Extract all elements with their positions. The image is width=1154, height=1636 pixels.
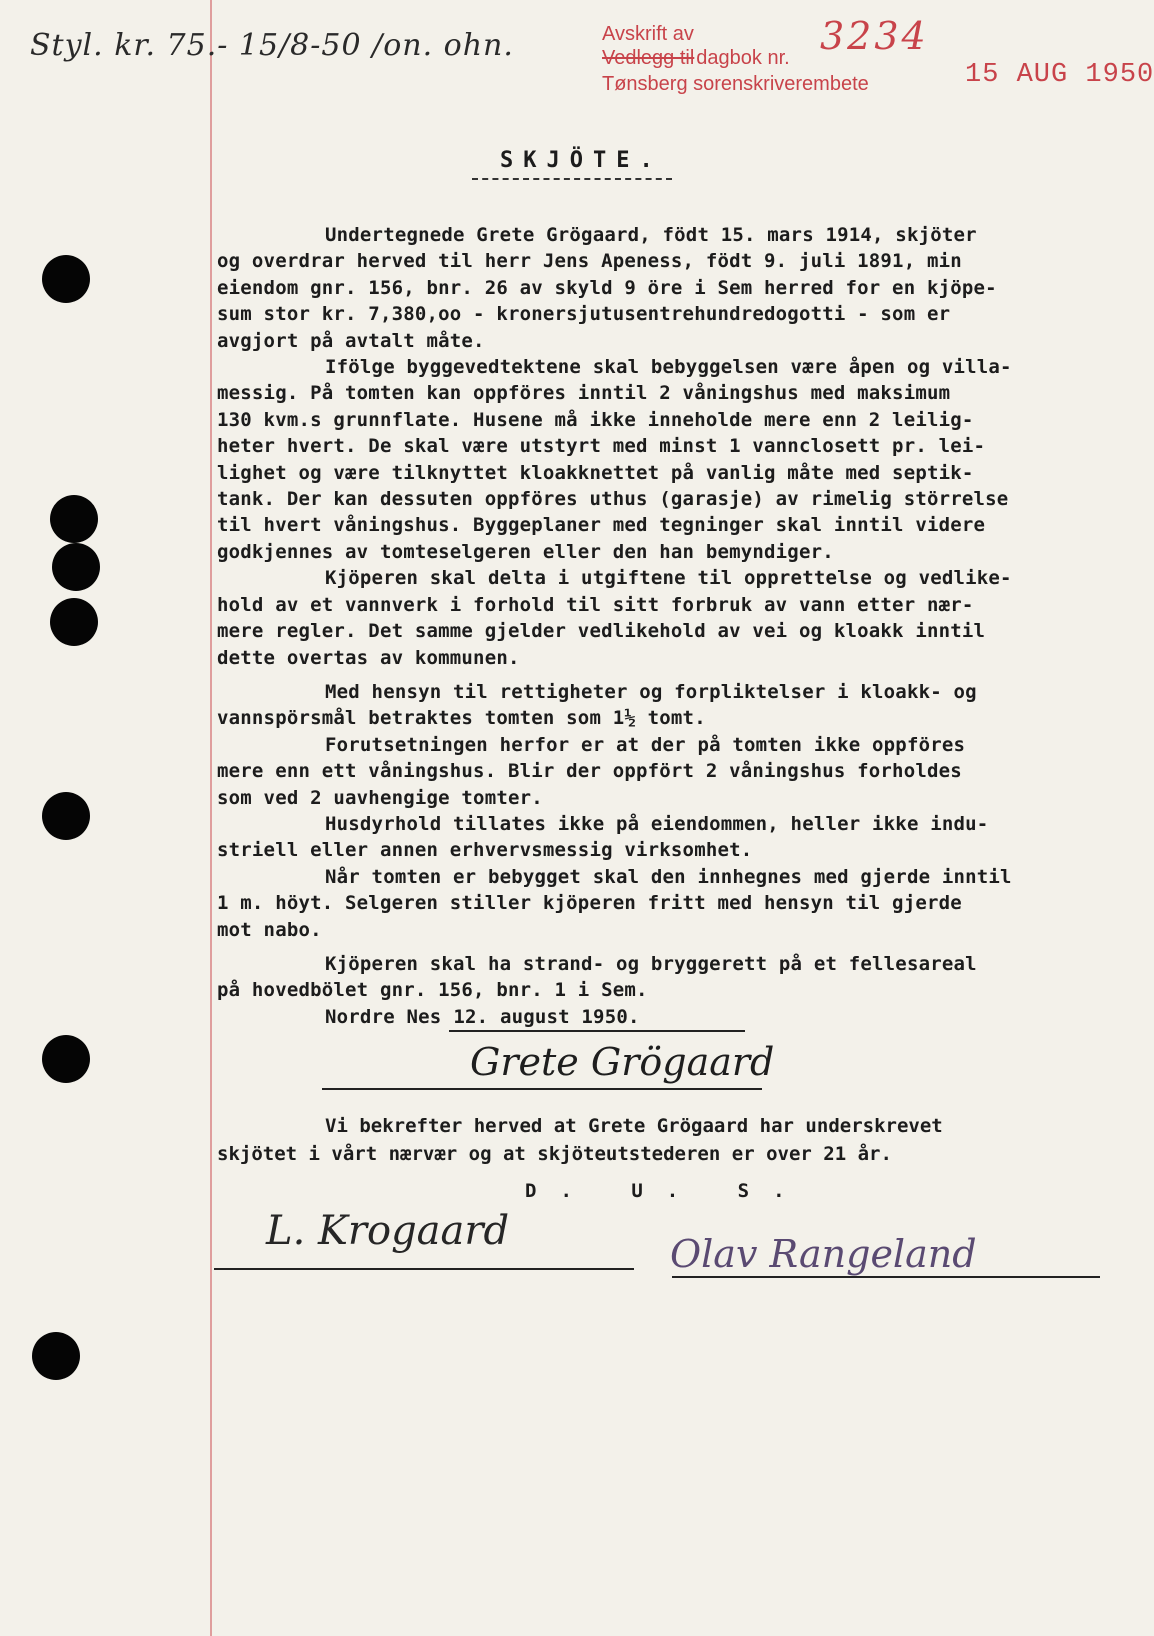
witness-statement xyxy=(217,1112,1137,1168)
handwritten-fee-note: Styl. kr. 75.- 15/8-50 /on. ohn. xyxy=(30,28,514,63)
stamp-label xyxy=(602,22,694,70)
deed-text-line: mot nabo. xyxy=(217,918,322,941)
deed-text-line: eiendom gnr. 156, bnr. 26 av skyld 9 öre i Sem herred for en kjöpe- xyxy=(217,276,997,299)
deed-text-line: Ifölge byggevedtektene skal bebyggelsen være åpen og villa- xyxy=(325,356,1012,379)
witness-line: Vi bekrefter herved at Grete Grögaard har underskrevet xyxy=(325,1115,943,1137)
seller-signature: Grete Grögaard xyxy=(470,1040,775,1084)
witness1-signature: L. Krogaard xyxy=(266,1208,510,1254)
stamp-office: Tønsberg sorenskriverembete xyxy=(602,73,869,95)
deed-text-line: godkjennes av tomteselgeren eller den han bemyndiger. xyxy=(217,540,834,563)
punch-hole xyxy=(42,792,90,840)
margin-line xyxy=(210,0,212,1636)
deed-text-line: heter hvert. De skal være utstyrt med minst 1 vannclosett pr. lei- xyxy=(217,435,986,458)
deed-text-line: Kjöperen skal delta i utgiftene til opprettelse og vedlike- xyxy=(325,567,1012,590)
deed-text-line: mere regler. Det samme gjelder vedlikehold av vei og kloakk inntil xyxy=(217,620,986,643)
punch-hole xyxy=(52,543,100,591)
paragraph-gap xyxy=(217,671,1137,679)
punch-hole xyxy=(50,495,98,543)
witness1-signature-line xyxy=(214,1268,634,1270)
punch-hole xyxy=(42,1035,90,1083)
deed-text-line: dette overtas av kommunen. xyxy=(217,646,520,669)
deed-text-line: som ved 2 uavhengige tomter. xyxy=(217,786,543,809)
deed-text-line: mere enn ett våningshus. Blir der oppfört 2 våningshus forholdes xyxy=(217,760,962,783)
deed-text-line: 1 m. höyt. Selgeren stiller kjöperen fritt med hensyn til gjerde xyxy=(217,892,962,915)
punch-hole xyxy=(42,255,90,303)
deed-body xyxy=(217,222,1137,1032)
deed-text-line: sum stor kr. 7,380,oo - kronersjutusentrehundredogotti - som er xyxy=(217,303,951,326)
deed-text-line: messig. På tomten kan oppföres inntil 2 våningshus med maksimum xyxy=(217,382,951,405)
witness-line: skjötet i vårt nærvær og at skjöteutstederen er over 21 år. xyxy=(217,1143,892,1165)
deed-text-line: avgjort på avtalt måte. xyxy=(217,329,485,352)
punch-hole xyxy=(50,598,98,646)
witness2-signature-line xyxy=(672,1276,1100,1278)
deed-text-line: Med hensyn til rettigheter og forpliktelser i kloakk- og xyxy=(325,680,977,703)
deed-text-line: Når tomten er bebygget skal den innhegnes med gjerde inntil xyxy=(325,865,1012,888)
place: Nordre Nes xyxy=(325,1005,442,1028)
punch-hole xyxy=(32,1332,80,1380)
deed-text-line: Kjöperen skal ha strand- og bryggerett på et fellesareal xyxy=(325,952,977,975)
title-underline xyxy=(472,178,672,180)
deed-text-line: og overdrar herved til herr Jens Apeness, födt 9. juli 1891, min xyxy=(217,250,962,273)
deed-text-line: på hovedbölet gnr. 156, bnr. 1 i Sem. xyxy=(217,979,648,1002)
deed-text-line: hold av et vannverk i forhold til sitt forbruk av vann etter nær- xyxy=(217,593,974,616)
date-stamp: 15 AUG 1950 xyxy=(965,60,1154,90)
diary-number: 3234 xyxy=(820,14,929,58)
deed-text-line: vannspörsmål betraktes tomten som 1½ tomt. xyxy=(217,707,706,730)
stamp-line1: Avskrift av xyxy=(602,23,694,45)
deed-text-line: til hvert våningshus. Byggeplaner med tegninger skal inntil videre xyxy=(217,514,986,537)
dus-mark: D. U. S. xyxy=(525,1180,809,1202)
signing-date: 12. august 1950. xyxy=(449,1004,745,1032)
stamp-dagbok: dagbok nr. xyxy=(696,47,790,69)
deed-text-line: Husdyrhold tillates ikke på eiendommen, heller ikke indu- xyxy=(325,812,989,835)
deed-text-line: Forutsetningen herfor er at der på tomten ikke oppföres xyxy=(325,733,966,756)
deed-text-line: 130 kvm.s grunnflate. Husene må ikke inneholde mere enn 2 leilig- xyxy=(217,408,974,431)
deed-text-line: Undertegnede Grete Grögaard, födt 15. mars 1914, skjöter xyxy=(325,224,977,246)
place-date-line xyxy=(217,1004,1137,1032)
seller-signature-line xyxy=(322,1088,762,1090)
paragraph-gap xyxy=(217,943,1137,951)
deed-text-line: tank. Der kan dessuten oppföres uthus (garasje) av rimelig störrelse xyxy=(217,488,1009,511)
witness2-signature: Olav Rangeland xyxy=(670,1232,977,1276)
deed-text-line: striell eller annen erhvervsmessig virksomhet. xyxy=(217,839,753,862)
stamp-line2-struck: Vedlegg til xyxy=(602,47,695,69)
deed-text-line: lighet og være tilknyttet kloakknettet på vanlig måte med septik- xyxy=(217,461,974,484)
document-title: SKJÖTE. xyxy=(500,148,663,173)
